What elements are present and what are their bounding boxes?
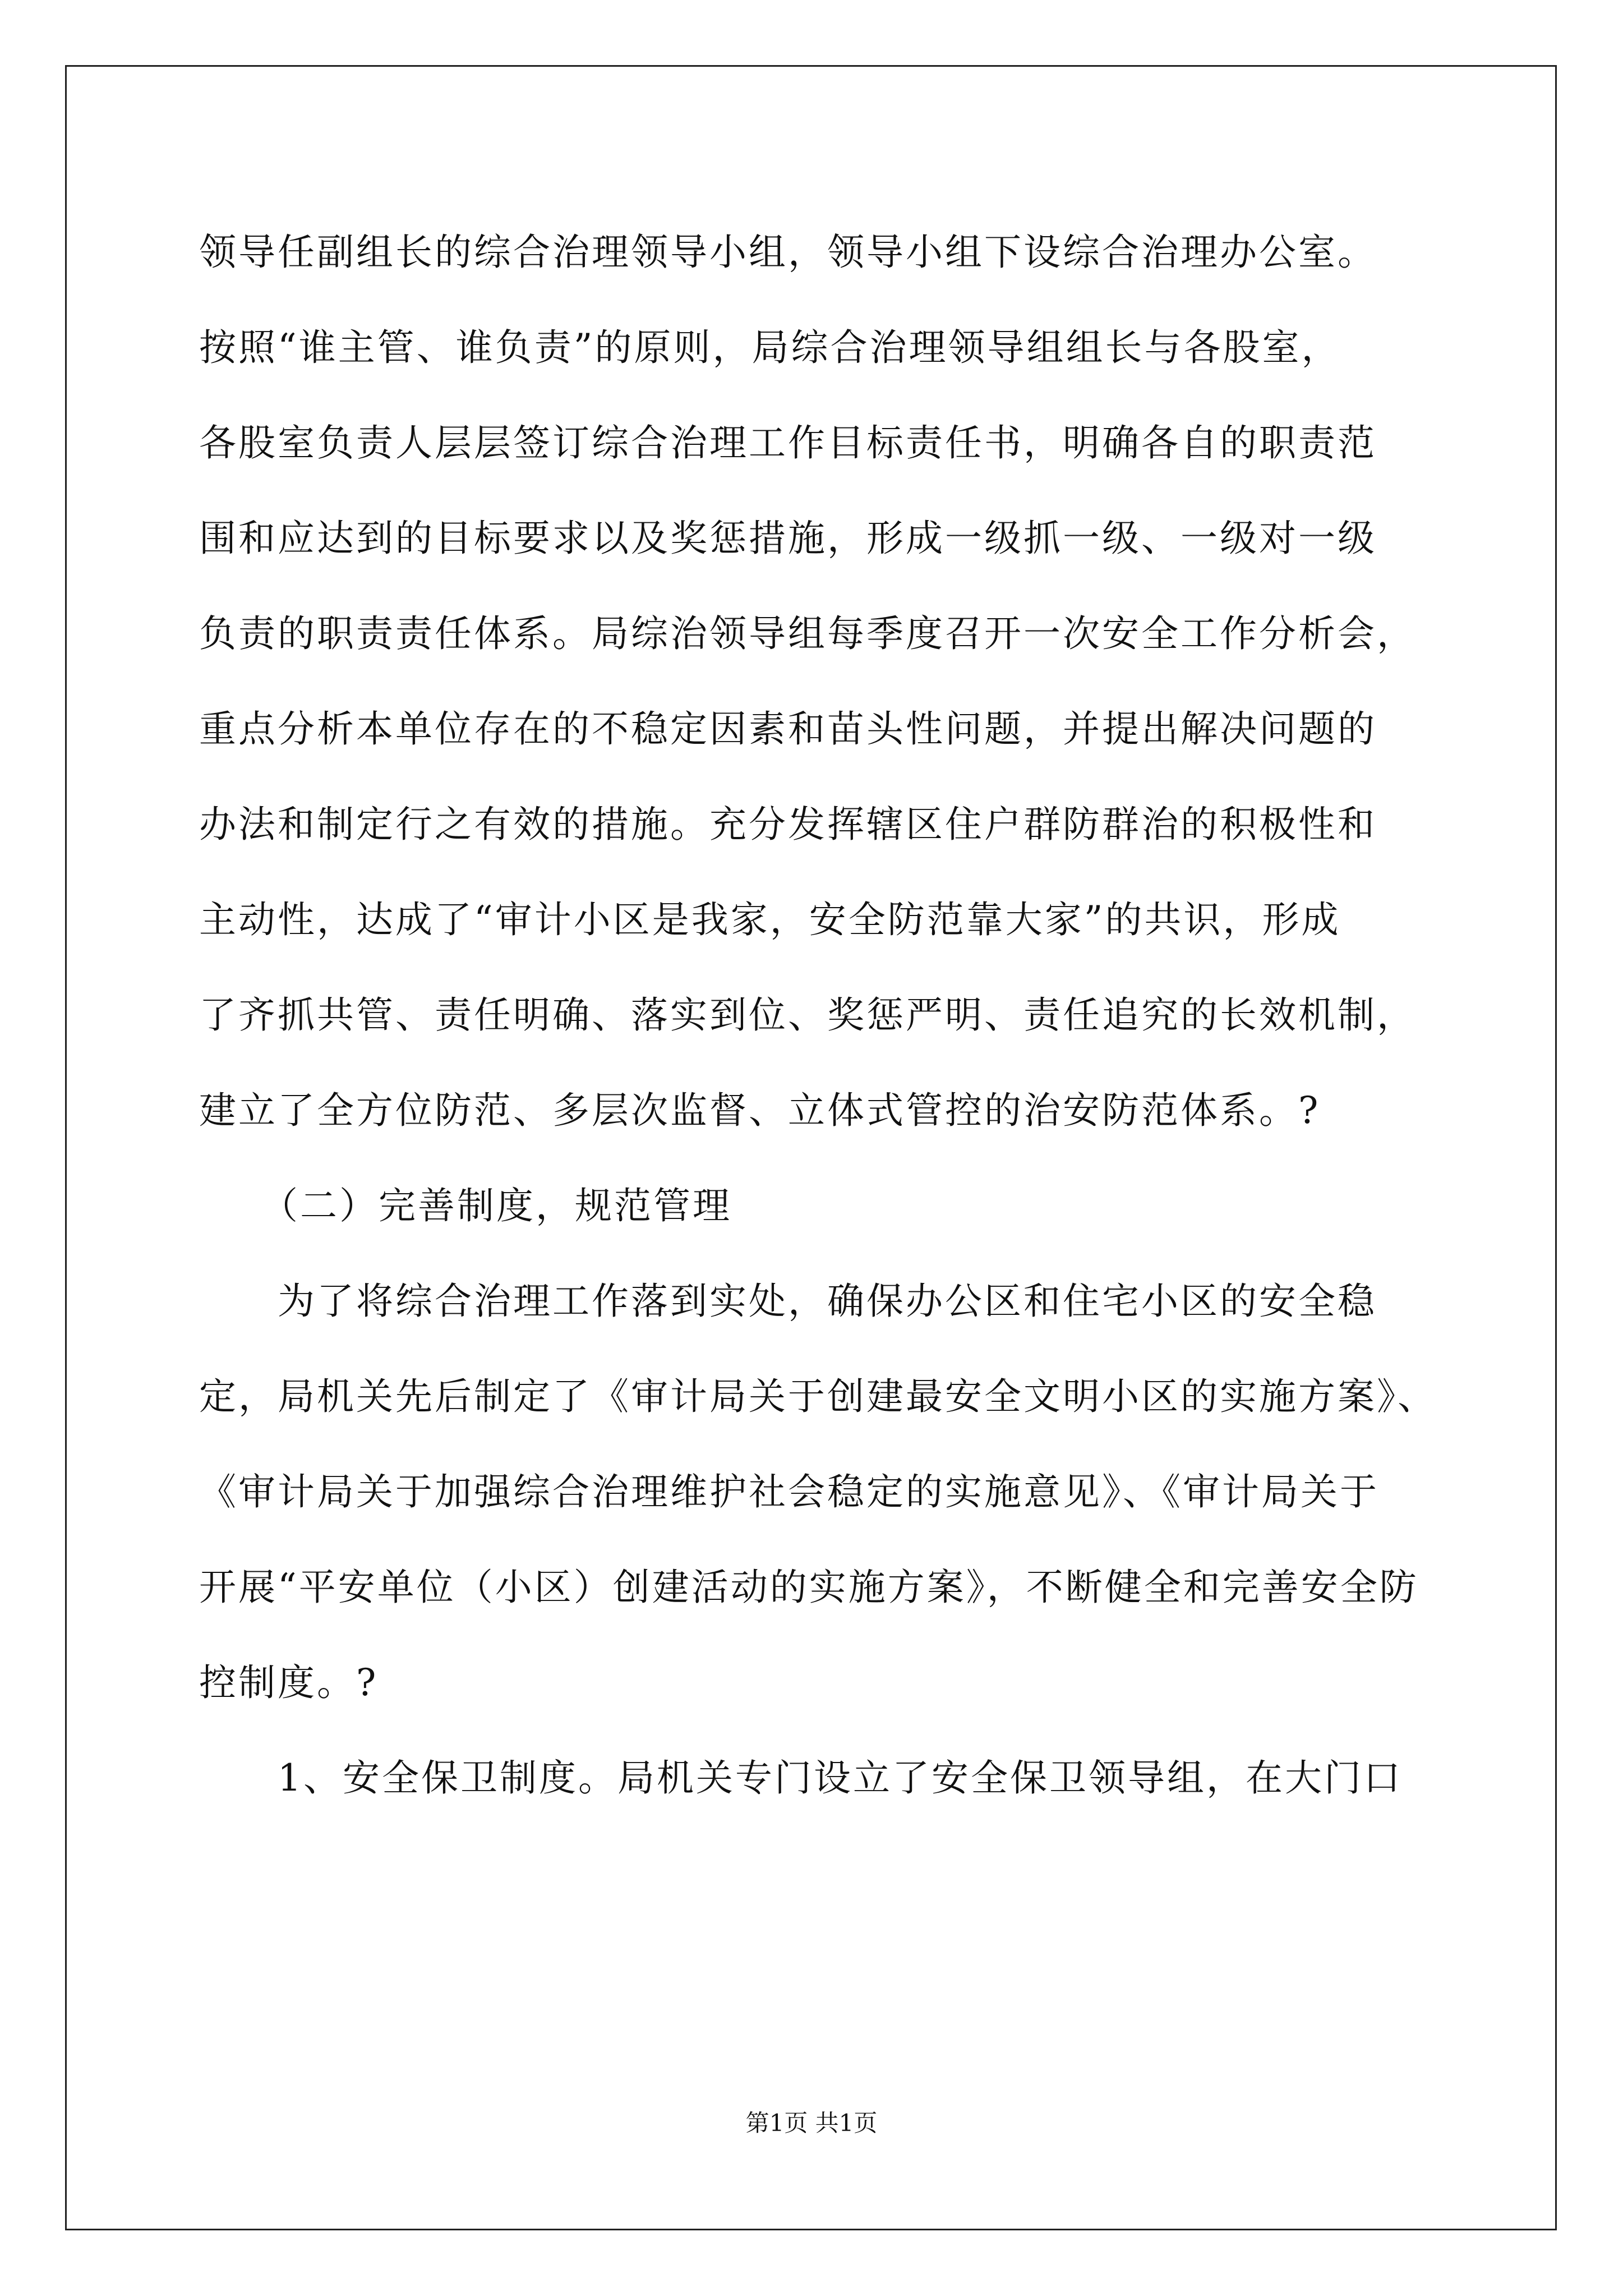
- text-line: 开展“平安单位（小区）创建活动的实施方案》，不断健全和完善安全防: [199, 1566, 1419, 1609]
- page-footer: 第1页 共1页: [745, 2109, 878, 2137]
- text-line: 了齐抓共管、责任明确、落实到位、奖惩严明、责任追究的长效机制，: [199, 993, 1416, 1037]
- text-line: 领导任副组长的综合治理领导小组，领导小组下设综合治理办公室。: [199, 231, 1377, 274]
- text-line: 主动性，达成了“审计小区是我家，安全防范靠大家”的共识，形成: [199, 898, 1341, 941]
- text-line: 控制度。?: [199, 1661, 379, 1704]
- section-heading: （二）完善制度，规范管理: [261, 1184, 732, 1227]
- text-line: 1、安全保卫制度。局机关专门设立了安全保卫领导组，在大门口: [278, 1756, 1403, 1800]
- text-line: 各股室负责人层层签订综合治理工作目标责任书，明确各自的职责范: [199, 421, 1377, 464]
- text-line: 《审计局关于加强综合治理维护社会稳定的实施意见》、《审计局关于: [199, 1470, 1379, 1513]
- text-line: 建立了全方位防范、多层次监督、立体式管控的治安防范体系。?: [199, 1089, 1321, 1132]
- text-line: 围和应达到的目标要求以及奖惩措施，形成一级抓一级、一级对一级: [199, 517, 1377, 560]
- text-line: 负责的职责责任体系。局综治领导组每季度召开一次安全工作分析会，: [199, 612, 1416, 655]
- text-line: 重点分析本单位存在的不稳定因素和苗头性问题，并提出解决问题的: [199, 707, 1377, 751]
- page-border: [65, 65, 1557, 2230]
- text-line: 为了将综合治理工作落到实处，确保办公区和住宅小区的安全稳: [278, 1280, 1377, 1323]
- text-line: 定，局机关先后制定了《审计局关于创建最安全文明小区的实施方案》、: [199, 1375, 1437, 1418]
- text-line: 按照“谁主管、谁负责”的原则，局综合治理领导组组长与各股室，: [199, 326, 1341, 369]
- text-line: 办法和制定行之有效的措施。充分发挥辖区住户群防群治的积极性和: [199, 803, 1377, 846]
